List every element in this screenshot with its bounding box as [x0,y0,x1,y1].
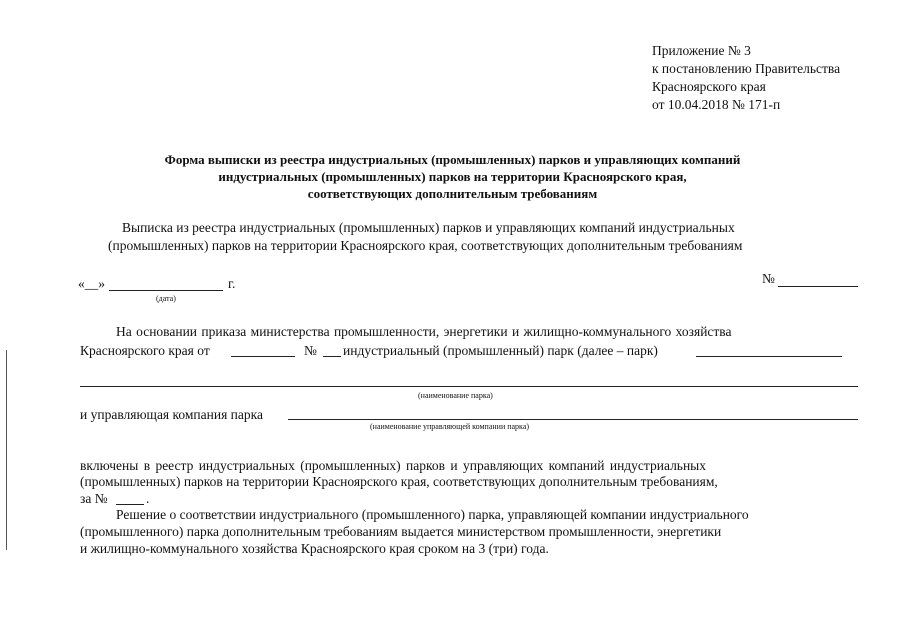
decision-line-2: (промышленного) парка дополнительным требованиям выдается министерством промышленности, энергетики [80,524,722,539]
appendix-line-4: от 10.04.2018 № 171-п [652,97,781,112]
basis-line-2-end: индустриальный (промышленный) парк (далее – парк) [343,343,658,358]
form-title-line-1: Форма выписки из реестра индустриальных (промышленных) парков и управляющих компаний [164,152,741,167]
appendix-line-1: Приложение № 3 [652,43,751,58]
appendix-line-3: Красноярского края [652,79,766,94]
basis-line-1: На основании приказа министерства промышленности, энергетики и жилищно-коммунального хозяйства [116,324,732,339]
included-line-3: за № [80,491,108,506]
date-quote: «__» [78,276,105,291]
date-caption: (дата) [156,294,176,303]
company-label: и управляющая компания парка [80,407,263,422]
year-suffix: г. [228,276,236,291]
appendix-line-2: к постановлению Правительства [652,61,841,76]
order-date-blank [231,356,295,357]
park-blank-inline [696,356,842,357]
included-period: . [146,491,150,506]
form-title-line-2: индустриальных (промышленных) парков на территории Красноярского края, [218,169,687,184]
park-name-caption: (наименование парка) [418,391,493,400]
included-number-blank [116,504,144,505]
basis-number-sign: № [304,343,317,358]
date-blank-line [109,290,223,291]
basis-line-2-start: Красноярского края от [80,343,210,358]
number-blank-line [778,286,858,287]
number-label: № [762,271,775,286]
decision-line-3: и жилищно-коммунального хозяйства Красноярского края сроком на 3 (три) года. [80,541,549,556]
included-line-2: (промышленных) парков на территории Красноярского края, соответствующих дополнительным требованиям, [80,474,718,489]
company-caption: (наименование управляющей компании парка) [370,422,530,431]
subtitle-line-1: Выписка из реестра индустриальных (промышленных) парков и управляющих компаний индустриальных [122,220,735,235]
order-number-blank [323,356,341,357]
subtitle-line-2: (промышленных) парков на территории Красноярского края, соответствующих дополнительным требованиям [108,238,743,253]
park-name-line [80,386,858,387]
included-line-1: включены в реестр индустриальных (промышленных) парков и управляющих компаний индустриальных [80,458,707,473]
form-title-line-3: соответствующих дополнительным требованиям [307,186,598,201]
scan-margin-line [6,350,7,550]
company-name-line [288,419,858,420]
decision-line-1: Решение о соответствии индустриального (промышленного) парка, управляющей компании индустриального [116,507,749,522]
